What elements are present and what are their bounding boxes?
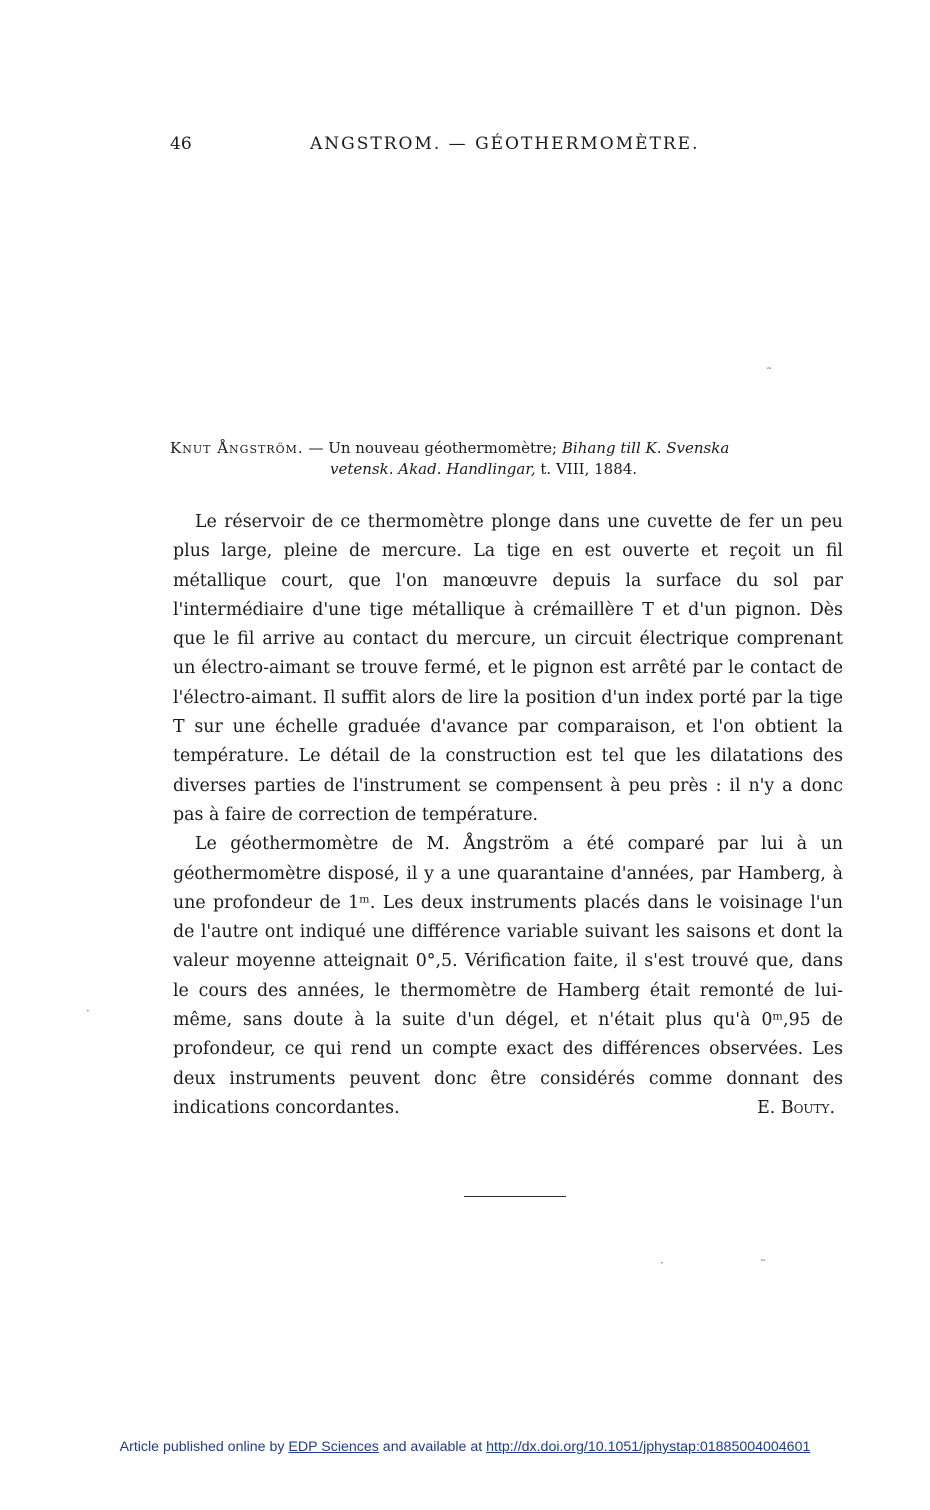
bibliographic-reference <box>170 438 842 480</box>
print-speck: ˜ <box>766 366 772 380</box>
article-body <box>173 508 843 1123</box>
footer-middle: and available at <box>378 1439 487 1455</box>
signature: E. Bouty. <box>757 1097 835 1118</box>
footer-prefix: Article published online by <box>119 1439 289 1455</box>
running-header <box>170 134 850 158</box>
running-title: ANGSTROM. — GÉOTHERMOMÈTRE. <box>310 134 700 154</box>
reference-journal-continued: vetensk. Akad. Handlingar, <box>330 460 536 478</box>
paragraph-text: Le géothermomètre de M. Ångström a été comparé par lui à un géothermomètre disposé, il y a une quarantaine d'années, par Hamberg, à une profondeur de 1ᵐ. Les deux instruments placés dans le voisinage l'un de l'autre ont indiqué une différence variable suivant les saisons et dont la valeur moyenne atteignait 0°,5. Vérification faite, il s'est trouvé que, dans le cours des années, le thermomètre de Hamberg était remonté de lui-même, sans doute à la suite d'un dégel, et n'était plus qu'à 0ᵐ,95 de profondeur, ce qui rend un compte exact des différences observées. Les deux instruments peuvent donc être considérés comme donnant des indications concordantes. <box>173 834 843 1118</box>
paragraph <box>173 830 843 1123</box>
reference-volume-year: t. VIII, 1884. <box>540 460 638 478</box>
print-speck: · <box>660 1256 664 1270</box>
reference-title: — Un nouveau géothermomètre; <box>308 439 558 457</box>
print-speck: · <box>86 1004 90 1018</box>
edp-sciences-link[interactable]: EDP Sciences <box>288 1439 379 1455</box>
publication-footer <box>0 1439 930 1455</box>
doi-link[interactable]: http://dx.doi.org/10.1051/jphystap:01885004004601 <box>486 1439 811 1455</box>
reference-author: Knut Ångström. <box>170 439 304 457</box>
paragraph: Le réservoir de ce thermomètre plonge dans une cuvette de fer un peu plus large, pleine de mercure. La tige en est ouverte et reçoit un fil métallique court, que l'on manœuvre depuis la surface du sol par l'intermédiaire d'une tige métallique à crémaillère T et d'un pignon. Dès que le fil arrive au contact du mercure, un circuit électrique comprenant un électro-aimant se trouve fermé, et le pignon est arrêté par le contact de l'électro-aimant. Il suffit alors de lire la position d'un index porté par la tige T sur une échelle graduée d'avance par comparaison, et l'on obtient la température. Le détail de la construction est tel que les dilatations des diverses parties de l'instrument se compensent à peu près : il n'y a donc pas à faire de correction de température. <box>173 512 843 825</box>
print-speck: ˜ <box>760 1258 766 1272</box>
page-number: 46 <box>170 134 192 154</box>
end-rule <box>464 1196 566 1197</box>
reference-journal: Bihang till K. Svenska <box>561 439 730 457</box>
